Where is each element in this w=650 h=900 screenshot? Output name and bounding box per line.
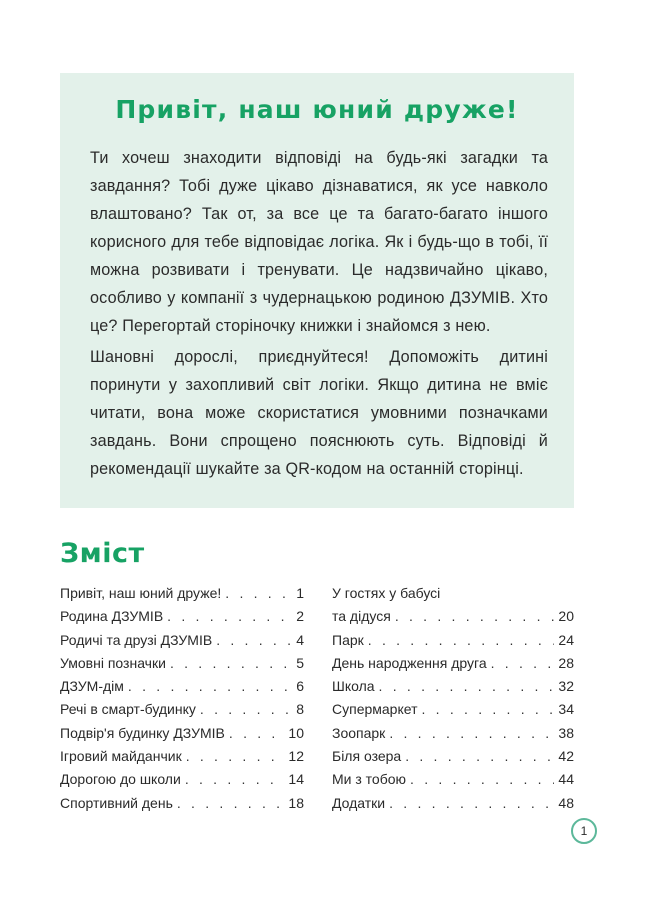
toc-leader-dots [177,795,285,811]
toc-entry-label: Подвір'я будинку ДЗУМІВ [60,724,225,741]
toc-entry-page: 6 [296,678,304,695]
toc-entry-page: 18 [288,794,304,811]
toc-entry-label: У гостях у бабусі [332,585,441,601]
toc-entry[interactable] [60,725,304,748]
toc-entry-label: Ігровий майданчик [60,748,182,765]
toc-leader-dots [379,678,555,694]
toc-column-right [332,585,574,818]
toc-entry-page: 20 [558,608,574,625]
toc-entry-label: Родина ДЗУМІВ [60,608,164,625]
toc-entry-label: Біля озера [332,748,402,765]
toc-entry[interactable] [332,725,574,748]
toc-entry-label: Речі в смарт-будинку [60,701,196,718]
toc-entry-page: 34 [558,701,574,718]
intro-paragraph-kids: Ти хочеш знаходити відповіді на будь-які загадки та завдання? Тобі дуже цікаво дізнаватися, як усе навколо влаштовано? Так от, за все це та багато-багато іншого корисного для тебе відповідає логіка. Як і будь-що в тобі, її можна розвивати і тренувати. Це надзвичайно цікаво, особливо у компанії з чудернацькою родиною ДЗУМІВ. Хто це? Перегортай сторіночку книжки і знайомся з нею. [90,149,548,335]
toc-entry[interactable] [60,585,304,608]
toc-entry-page: 38 [558,724,574,741]
toc-leader-dots [167,608,292,624]
toc-entry-page: 32 [558,678,574,695]
intro-panel [60,73,574,508]
toc-leader-dots [389,795,554,811]
toc-entry-label: День народження друга [332,654,487,671]
toc-entry[interactable] [60,678,304,701]
toc-entry[interactable] [332,632,574,655]
toc-leader-dots [395,608,555,624]
intro-paragraph-adults: Шановні дорослі, приєднуйтеся! Допоможіть дитині поринути у захопливий світ логіки. Якщо дитина не вміє читати, вона може скористатися умовними позначками завдань. Вони спрощено пояснюють суть. Відповіді й рекомендації шукайте за QR-кодом на останній сторінці. [90,348,548,478]
toc-entry[interactable] [332,655,574,678]
intro-title: Привіт, наш юний друже! [115,95,519,124]
toc-entry[interactable] [60,771,304,794]
toc-leader-dots [405,748,554,764]
toc-leader-dots [410,771,554,787]
toc-leader-dots [216,632,292,648]
toc-entry[interactable] [60,701,304,724]
toc-entry[interactable] [332,795,574,818]
toc-leader-dots [389,725,554,741]
toc-entry-label: Супермаркет [332,701,418,718]
toc-entry[interactable] [332,678,574,701]
toc-leader-dots [170,655,292,671]
toc-entry-page: 42 [558,748,574,765]
toc-entry-label: Родичі та друзі ДЗУМІВ [60,631,213,648]
toc-entry[interactable] [332,608,574,631]
toc-entry[interactable] [60,655,304,678]
toc-column-left [60,585,304,818]
toc-leader-dots [200,701,292,717]
toc-entry[interactable] [332,748,574,771]
toc-entry[interactable] [60,632,304,655]
toc-entry-page: 48 [558,794,574,811]
toc-entry-page: 12 [288,748,304,765]
toc-leader-dots [185,771,285,787]
toc-entry-label: Спортивний день [60,794,173,811]
toc-entry-label: Школа [332,678,375,695]
toc-entry-label: Умовні позначки [60,654,166,671]
toc-entry-page: 28 [558,654,574,671]
toc-entry-page: 5 [296,654,304,671]
toc-entry-page: 1 [296,585,304,601]
toc-entry-page: 10 [288,724,304,741]
toc-entry-page: 2 [296,608,304,625]
page-number-badge: 1 [571,818,597,844]
toc-leader-dots [128,678,292,694]
toc-leader-dots [421,701,554,717]
toc-entry-label: Дорогою до школи [60,771,181,788]
toc-leader-dots [491,655,555,671]
toc-leader-dots [186,748,285,764]
toc-entry-page: 24 [558,631,574,648]
toc-entry-label: та дідуся [332,608,391,625]
toc-entry[interactable] [60,608,304,631]
toc-leader-dots [229,725,285,741]
toc-entry-label: Ми з тобою [332,771,407,788]
toc-entry-page: 4 [296,631,304,648]
toc-entry-label: ДЗУМ-дім [60,678,124,695]
toc-entry[interactable] [332,701,574,724]
toc-entry[interactable] [60,795,304,818]
toc-entry-label: Парк [332,631,364,648]
toc-entry-label: Додатки [332,794,386,811]
toc-entry-label: Зоопарк [332,724,386,741]
toc-title: Зміст [60,538,145,569]
toc-entry-label: Привіт, наш юний друже! [60,585,222,601]
toc-entry-page: 14 [288,771,304,788]
toc-entry[interactable] [60,748,304,771]
toc-entry-first-line[interactable] [332,585,574,608]
toc-entry[interactable] [332,771,574,794]
toc-leader-dots [368,632,555,648]
toc-leader-dots [225,585,292,601]
toc-entry-page: 44 [558,771,574,788]
toc-entry-page: 8 [296,701,304,718]
